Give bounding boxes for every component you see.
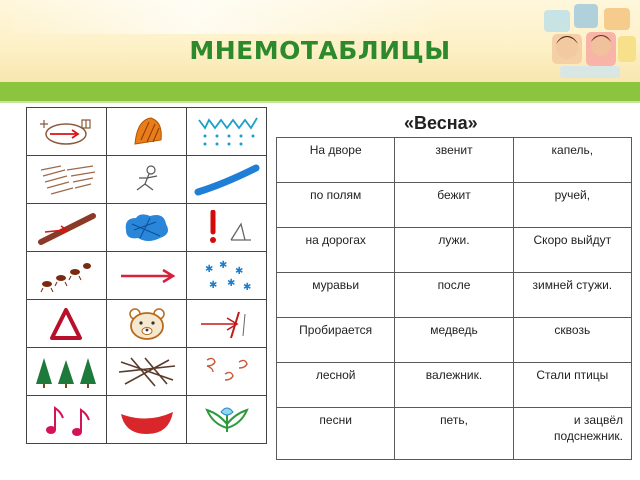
table-cell: капель, — [513, 138, 631, 183]
pictogram-row — [27, 252, 267, 300]
pictogram-row — [27, 348, 267, 396]
table-cell: и зацвёл подснежник. — [513, 408, 631, 460]
table-cell: медведь — [395, 318, 513, 363]
table-row — [277, 318, 632, 363]
table-row — [277, 183, 632, 228]
table-cell: по полям — [277, 183, 395, 228]
pictogram-table — [26, 107, 267, 444]
bear-icon — [125, 306, 169, 342]
svg-text:✱: ✱ — [218, 259, 227, 271]
table-cell: сквозь — [513, 318, 631, 363]
forest-icon — [34, 354, 100, 390]
table-cell: Стали птицы — [513, 363, 631, 408]
triangle-icon — [44, 306, 90, 342]
brushwood-icon — [115, 354, 179, 390]
table-cell: зимней стужи. — [513, 273, 631, 318]
snowflakes-icon — [197, 258, 257, 294]
table-cell: песни — [277, 408, 395, 460]
pictogram-row — [27, 396, 267, 444]
table-cell: лесной — [277, 363, 395, 408]
road-icon — [35, 210, 99, 246]
svg-text:✱: ✱ — [204, 263, 213, 275]
table-cell: ручей, — [513, 183, 631, 228]
green-divider-line — [0, 101, 640, 103]
svg-text:✱: ✱ — [234, 265, 243, 277]
poem-table — [276, 137, 632, 460]
svg-text:✱: ✱ — [226, 277, 235, 289]
puddle-icon — [120, 210, 174, 246]
poem-title: «Весна» — [404, 113, 478, 133]
green-divider-band — [0, 82, 640, 101]
ants-icon — [37, 258, 97, 294]
running-man-icon — [127, 162, 167, 198]
svg-text:✱: ✱ — [208, 279, 217, 291]
table-cell: Пробирается — [277, 318, 395, 363]
table-cell: лужи. — [395, 228, 513, 273]
table-cell: на дорогах — [277, 228, 395, 273]
pictogram-row — [27, 300, 267, 348]
table-cell: после — [395, 273, 513, 318]
table-row — [277, 363, 632, 408]
arrow-through-icon — [195, 306, 259, 342]
music-notes-icon — [37, 402, 97, 438]
pictogram-row — [27, 108, 267, 156]
pictogram-row — [27, 156, 267, 204]
yard-icon — [36, 114, 98, 150]
table-cell: бежит — [395, 183, 513, 228]
field-icon — [37, 162, 97, 198]
table-cell: Скоро выйдут — [513, 228, 631, 273]
table-row — [277, 138, 632, 183]
smile-icon — [117, 402, 177, 438]
drops-icon — [195, 114, 259, 150]
arrow-right-icon — [115, 258, 179, 294]
table-cell: На дворе — [277, 138, 395, 183]
table-cell: звенит — [395, 138, 513, 183]
birds-icon — [199, 354, 255, 390]
table-row — [277, 273, 632, 318]
table-row — [277, 228, 632, 273]
stream-icon — [194, 162, 260, 198]
table-cell: петь, — [395, 408, 513, 460]
bell-icon — [127, 114, 167, 150]
page-title: МНЕМОТАБЛИЦЫ — [189, 36, 451, 65]
svg-text:✱: ✱ — [242, 281, 251, 293]
table-cell: муравьи — [277, 273, 395, 318]
table-cell: валежник. — [395, 363, 513, 408]
exclamation-icon — [197, 210, 257, 246]
table-row — [277, 408, 632, 460]
pictogram-row — [27, 204, 267, 252]
snowdrop-icon — [197, 402, 257, 438]
